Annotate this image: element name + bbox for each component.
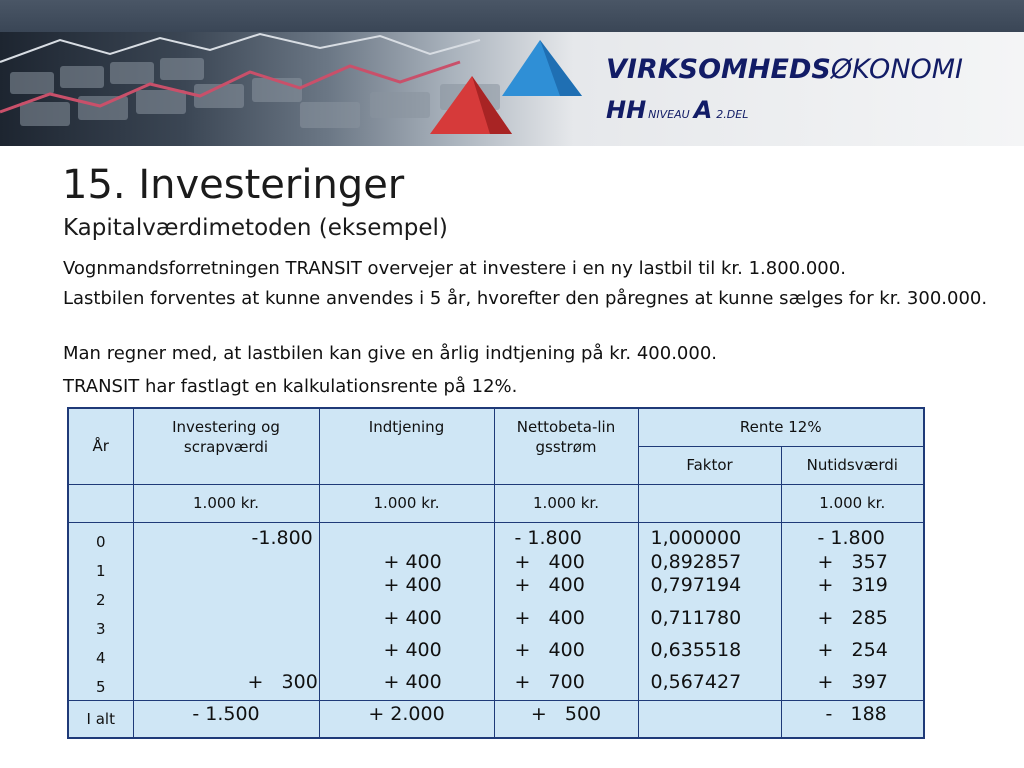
paragraph-rate: TRANSIT har fastlagt en kalkulationsrente på 12%. xyxy=(63,376,518,397)
brand-title-light: ØKONOMI xyxy=(830,54,964,85)
income-1: + 400 xyxy=(383,550,442,573)
top-bar xyxy=(0,0,1024,32)
factor-1: 0,892857 xyxy=(650,550,742,573)
net-column xyxy=(494,522,638,700)
slide-subtitle: Kapitalværdimetoden (eksempel) xyxy=(63,215,448,241)
paragraph-income: Man regner med, at lastbilen kan give en årlig indtjening på kr. 400.000. xyxy=(63,343,717,364)
header-year: År xyxy=(68,408,133,484)
unit-investment: 1.000 kr. xyxy=(133,484,319,522)
brand-title-bold: VIRKSOMHEDS xyxy=(606,54,831,85)
total-present-value: - 188 xyxy=(781,700,924,738)
present-2: + 319 xyxy=(817,573,888,596)
total-investment: - 1.500 xyxy=(133,700,319,738)
investment-column xyxy=(133,522,319,700)
factor-column xyxy=(638,522,781,700)
factor-3: 0,711780 xyxy=(650,606,742,629)
present-value-column xyxy=(781,522,924,700)
header-income: Indtjening xyxy=(319,408,494,484)
net-5: + 700 xyxy=(514,670,585,693)
net-0: - 1.800 xyxy=(514,526,582,549)
present-3: + 285 xyxy=(817,606,888,629)
income-2: + 400 xyxy=(383,573,442,596)
net-4: + 400 xyxy=(514,638,585,661)
brand-level: A xyxy=(693,96,713,124)
factor-4: 0,635518 xyxy=(650,638,742,661)
year-2: 2 xyxy=(95,590,106,609)
header-rate: Rente 12% xyxy=(638,408,924,446)
brand-subtitle xyxy=(606,96,748,124)
unit-present-value: 1.000 kr. xyxy=(781,484,924,522)
header-banner xyxy=(0,32,1024,146)
paragraph-lifetime: Lastbilen forventes at kunne anvendes i 5 år, hvorefter den påregnes at kunne sælges for kr. 300.000. xyxy=(63,288,988,309)
paragraph-investment: Vognmandsforretningen TRANSIT overvejer at investere i en ny lastbil til kr. 1.800.000. xyxy=(63,258,846,279)
brand-hh: HH xyxy=(606,96,647,124)
income-4: + 400 xyxy=(383,638,442,661)
income-column xyxy=(319,522,494,700)
header-present-value: Nutidsværdi xyxy=(781,446,924,484)
keyboard-chart-graphic xyxy=(0,32,1024,146)
header-net: Nettobeta-lingsstrøm xyxy=(494,408,638,484)
present-0: - 1.800 xyxy=(817,526,885,549)
year-4: 4 xyxy=(95,648,106,667)
present-1: + 357 xyxy=(817,550,888,573)
present-5: + 397 xyxy=(817,670,888,693)
total-label: I alt xyxy=(68,700,133,738)
factor-0: 1,000000 xyxy=(650,526,742,549)
unit-factor xyxy=(638,484,781,522)
unit-net: 1.000 kr. xyxy=(494,484,638,522)
investment-5: + 300 xyxy=(247,670,318,693)
brand-niveau: NIVEAU xyxy=(648,108,690,121)
net-1: + 400 xyxy=(514,550,585,573)
slide-title: 15. Investeringer xyxy=(62,162,405,208)
net-3: + 400 xyxy=(514,606,585,629)
brand-del: 2.DEL xyxy=(716,108,749,121)
total-net: + 500 xyxy=(494,700,638,738)
investment-table xyxy=(67,407,925,739)
year-5: 5 xyxy=(95,677,106,696)
total-income: + 2.000 xyxy=(319,700,494,738)
year-0: 0 xyxy=(95,532,106,551)
total-factor xyxy=(638,700,781,738)
unit-year xyxy=(68,484,133,522)
year-1: 1 xyxy=(95,561,106,580)
factor-2: 0,797194 xyxy=(650,573,742,596)
header-factor: Faktor xyxy=(638,446,781,484)
year-column xyxy=(68,522,133,700)
net-2: + 400 xyxy=(514,573,585,596)
income-3: + 400 xyxy=(383,606,442,629)
brand-title xyxy=(606,54,963,85)
unit-income: 1.000 kr. xyxy=(319,484,494,522)
present-4: + 254 xyxy=(817,638,888,661)
investment-0: -1.800 xyxy=(251,526,313,549)
factor-5: 0,567427 xyxy=(650,670,742,693)
header-investment: Investering og scrapværdi xyxy=(133,408,319,484)
year-3: 3 xyxy=(95,619,106,638)
income-5: + 400 xyxy=(383,670,442,693)
